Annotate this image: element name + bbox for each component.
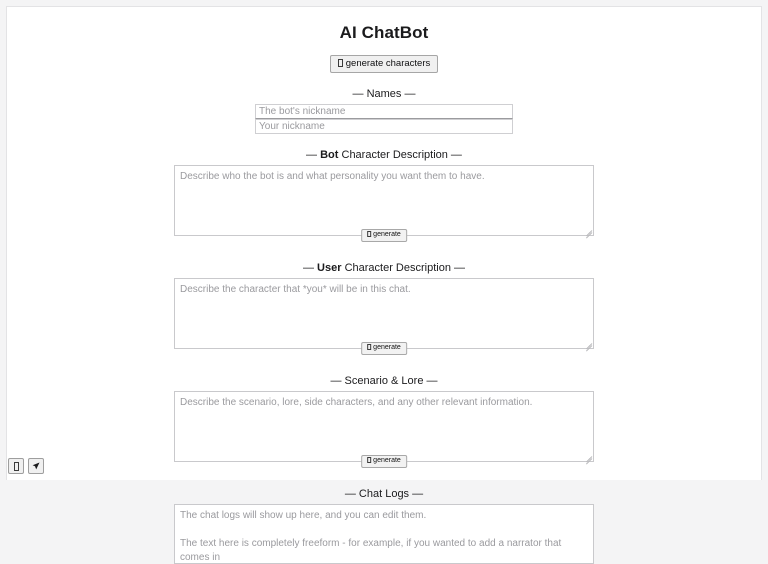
- corner-toolbar: [8, 458, 44, 474]
- dice-icon: [367, 344, 371, 350]
- bot-nickname-input[interactable]: [255, 104, 513, 119]
- content-inner: [7, 7, 761, 564]
- generate-characters-label: generate characters: [345, 58, 431, 69]
- generate-label: generate: [373, 457, 401, 464]
- cursor-arrow-icon: [31, 461, 41, 471]
- scenario-wrap: [174, 391, 594, 462]
- generate-label: generate: [373, 231, 401, 238]
- label-suffix: Character Description —: [338, 149, 462, 161]
- bot-description-generate-button[interactable]: [361, 229, 407, 242]
- user-description-textarea[interactable]: [174, 278, 594, 349]
- names-group: [7, 104, 761, 134]
- scenario-section-label: — Scenario & Lore —: [330, 375, 438, 387]
- user-nickname-input[interactable]: [255, 119, 513, 134]
- missing-glyph-button[interactable]: [8, 458, 24, 474]
- top-actions-row: [7, 55, 761, 73]
- dice-icon: [367, 231, 371, 237]
- chat-logs-wrap: [174, 504, 594, 564]
- cursor-select-button[interactable]: [28, 458, 44, 474]
- names-section-label: — Names —: [352, 88, 416, 100]
- content-card: [6, 6, 762, 500]
- dice-icon: [367, 457, 371, 463]
- user-description-section-label: [7, 262, 761, 274]
- label-bold: Bot: [320, 149, 339, 161]
- scenario-generate-button[interactable]: [361, 455, 407, 468]
- label-suffix: Character Description —: [341, 262, 466, 274]
- dice-icon: [338, 59, 343, 67]
- bot-description-textarea[interactable]: [174, 165, 594, 236]
- bot-description-section-label: [7, 149, 761, 161]
- user-description-wrap: [174, 278, 594, 349]
- bot-description-wrap: [174, 165, 594, 236]
- user-description-generate-button[interactable]: [361, 342, 407, 355]
- scenario-textarea[interactable]: [174, 391, 594, 462]
- generate-characters-button[interactable]: [330, 55, 439, 73]
- missing-glyph-icon: [14, 462, 19, 471]
- chat-logs-textarea[interactable]: [174, 504, 594, 564]
- page-title: AI ChatBot: [339, 23, 429, 42]
- label-prefix: —: [306, 149, 321, 161]
- generate-label: generate: [373, 344, 401, 351]
- label-bold: User: [317, 262, 342, 274]
- label-prefix: —: [302, 262, 318, 274]
- chat-logs-section-label: — Chat Logs —: [344, 488, 424, 500]
